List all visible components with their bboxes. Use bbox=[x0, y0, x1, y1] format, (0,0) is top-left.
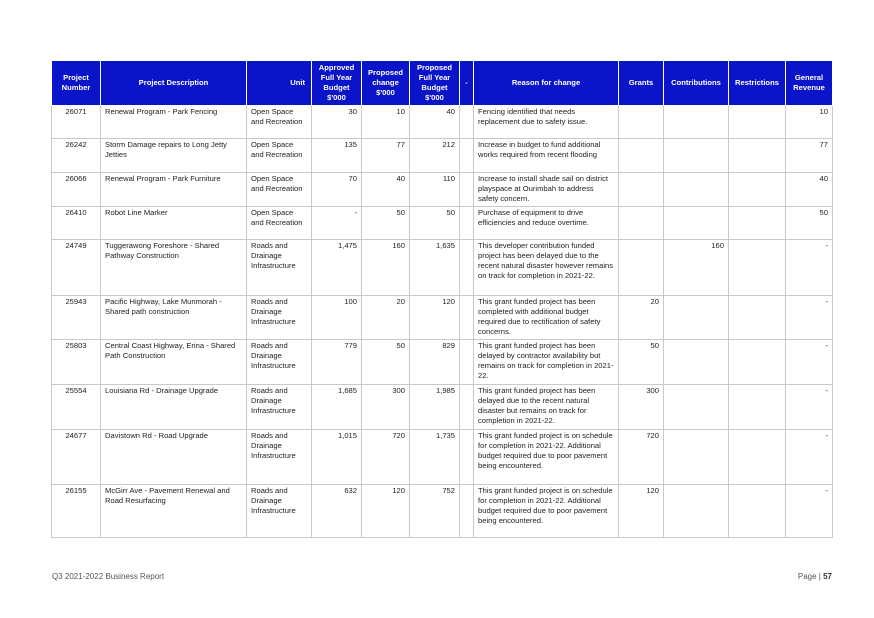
header-unit: Unit bbox=[247, 61, 312, 106]
cell-unit: Roads and Drainage Infrastructure bbox=[247, 385, 312, 430]
cell-general-revenue: 77 bbox=[786, 139, 833, 173]
cell-project-number: 26066 bbox=[52, 173, 101, 207]
cell-unit: Open Space and Recreation bbox=[247, 139, 312, 173]
cell-restrictions bbox=[729, 296, 786, 340]
cell-general-revenue: 40 bbox=[786, 173, 833, 207]
cell-spacer bbox=[460, 139, 474, 173]
cell-restrictions bbox=[729, 340, 786, 385]
cell-spacer bbox=[460, 173, 474, 207]
cell-reason: Increase in budget to fund additional works required from recent flooding bbox=[474, 139, 619, 173]
cell-contributions bbox=[664, 340, 729, 385]
cell-general-revenue: - bbox=[786, 340, 833, 385]
cell-project-number: 24749 bbox=[52, 240, 101, 296]
cell-reason: This grant funded project has been delayed by contractor availability but remains on track for completion in 2021-22. bbox=[474, 340, 619, 385]
cell-unit: Open Space and Recreation bbox=[247, 106, 312, 139]
cell-general-revenue: - bbox=[786, 430, 833, 485]
cell-approved-budget: - bbox=[312, 207, 362, 240]
cell-restrictions bbox=[729, 385, 786, 430]
header-proposed-change: Proposed change $'000 bbox=[362, 61, 410, 106]
cell-grants: 20 bbox=[619, 296, 664, 340]
cell-proposed-budget: 40 bbox=[410, 106, 460, 139]
header-project-number: Project Number bbox=[52, 61, 101, 106]
cell-proposed-budget: 50 bbox=[410, 207, 460, 240]
cell-project-description: Renewal Program - Park Furniture bbox=[101, 173, 247, 207]
cell-proposed-change: 10 bbox=[362, 106, 410, 139]
cell-general-revenue: - bbox=[786, 385, 833, 430]
cell-proposed-change: 50 bbox=[362, 340, 410, 385]
cell-project-description: Louisiana Rd - Drainage Upgrade bbox=[101, 385, 247, 430]
cell-project-number: 26155 bbox=[52, 485, 101, 538]
cell-proposed-change: 160 bbox=[362, 240, 410, 296]
table-row bbox=[52, 139, 833, 173]
cell-approved-budget: 135 bbox=[312, 139, 362, 173]
header-proposed-budget: Proposed Full Year Budget $'000 bbox=[410, 61, 460, 106]
table-row bbox=[52, 240, 833, 296]
table-row bbox=[52, 430, 833, 485]
cell-contributions bbox=[664, 207, 729, 240]
cell-project-number: 24677 bbox=[52, 430, 101, 485]
cell-reason: This grant funded project has been delayed due to the recent natural disaster but remains on track for completion in 2021-22. bbox=[474, 385, 619, 430]
cell-project-number: 26242 bbox=[52, 139, 101, 173]
table-row bbox=[52, 340, 833, 385]
header-general-revenue: General Revenue bbox=[786, 61, 833, 106]
cell-restrictions bbox=[729, 207, 786, 240]
cell-grants: 50 bbox=[619, 340, 664, 385]
cell-proposed-change: 77 bbox=[362, 139, 410, 173]
cell-contributions bbox=[664, 173, 729, 207]
footer-page-indicator bbox=[798, 572, 832, 581]
table-row bbox=[52, 106, 833, 139]
cell-general-revenue: - bbox=[786, 485, 833, 538]
cell-proposed-budget: 110 bbox=[410, 173, 460, 207]
cell-general-revenue: - bbox=[786, 296, 833, 340]
cell-unit: Roads and Drainage Infrastructure bbox=[247, 296, 312, 340]
cell-reason: This developer contribution funded project has been delayed due to the recent natural disaster however remains on track for completion in 2021-22. bbox=[474, 240, 619, 296]
cell-approved-budget: 70 bbox=[312, 173, 362, 207]
cell-project-number: 25943 bbox=[52, 296, 101, 340]
cell-general-revenue: 10 bbox=[786, 106, 833, 139]
cell-project-number: 26071 bbox=[52, 106, 101, 139]
cell-proposed-budget: 1,985 bbox=[410, 385, 460, 430]
cell-proposed-budget: 1,735 bbox=[410, 430, 460, 485]
cell-project-number: 26410 bbox=[52, 207, 101, 240]
cell-proposed-change: 40 bbox=[362, 173, 410, 207]
cell-unit: Roads and Drainage Infrastructure bbox=[247, 340, 312, 385]
header-grants: Grants bbox=[619, 61, 664, 106]
cell-restrictions bbox=[729, 106, 786, 139]
cell-spacer bbox=[460, 207, 474, 240]
cell-approved-budget: 100 bbox=[312, 296, 362, 340]
cell-grants bbox=[619, 139, 664, 173]
cell-restrictions bbox=[729, 430, 786, 485]
cell-proposed-budget: 120 bbox=[410, 296, 460, 340]
footer-report-title: Q3 2021-2022 Business Report bbox=[52, 572, 165, 581]
cell-grants bbox=[619, 106, 664, 139]
cell-contributions bbox=[664, 296, 729, 340]
cell-proposed-budget: 752 bbox=[410, 485, 460, 538]
cell-spacer bbox=[460, 240, 474, 296]
cell-contributions: 160 bbox=[664, 240, 729, 296]
cell-proposed-budget: 212 bbox=[410, 139, 460, 173]
cell-reason: This grant funded project has been completed with additional budget required due to rectification of safety concerns. bbox=[474, 296, 619, 340]
cell-project-description: Renewal Program - Park Fencing bbox=[101, 106, 247, 139]
cell-grants: 120 bbox=[619, 485, 664, 538]
cell-project-number: 25554 bbox=[52, 385, 101, 430]
header-contributions: Contributions bbox=[664, 61, 729, 106]
table-row bbox=[52, 385, 833, 430]
cell-spacer bbox=[460, 340, 474, 385]
cell-reason: This grant funded project is on schedule for completion in 2021-22. Additional budget required due to poor pavement being encountered. bbox=[474, 430, 619, 485]
cell-project-number: 25803 bbox=[52, 340, 101, 385]
cell-contributions bbox=[664, 485, 729, 538]
cell-grants: 720 bbox=[619, 430, 664, 485]
cell-proposed-budget: 1,635 bbox=[410, 240, 460, 296]
cell-approved-budget: 779 bbox=[312, 340, 362, 385]
table-row bbox=[52, 207, 833, 240]
cell-approved-budget: 1,685 bbox=[312, 385, 362, 430]
cell-proposed-change: 20 bbox=[362, 296, 410, 340]
budget-changes-table bbox=[51, 60, 833, 538]
cell-proposed-budget: 829 bbox=[410, 340, 460, 385]
page-label: Page | bbox=[797, 572, 821, 581]
page-number: 57 bbox=[823, 572, 832, 581]
cell-project-description: McGirr Ave - Pavement Renewal and Road Resurfacing bbox=[101, 485, 247, 538]
cell-approved-budget: 632 bbox=[312, 485, 362, 538]
cell-project-description: Storm Damage repairs to Long Jetty Jetties bbox=[101, 139, 247, 173]
cell-restrictions bbox=[729, 240, 786, 296]
cell-reason: Increase to install shade sail on district playspace at Ourimbah to address safety concern. bbox=[474, 173, 619, 207]
cell-spacer bbox=[460, 430, 474, 485]
cell-spacer bbox=[460, 485, 474, 538]
cell-approved-budget: 1,475 bbox=[312, 240, 362, 296]
cell-project-description: Davistown Rd - Road Upgrade bbox=[101, 430, 247, 485]
cell-reason: Fencing identified that needs replacement due to safety issue. bbox=[474, 106, 619, 139]
header-dash: - bbox=[460, 61, 474, 106]
cell-project-description: Robot Line Marker bbox=[101, 207, 247, 240]
cell-general-revenue: - bbox=[786, 240, 833, 296]
cell-contributions bbox=[664, 385, 729, 430]
cell-unit: Roads and Drainage Infrastructure bbox=[247, 485, 312, 538]
cell-unit: Roads and Drainage Infrastructure bbox=[247, 430, 312, 485]
header-restrictions: Restrictions bbox=[729, 61, 786, 106]
cell-proposed-change: 50 bbox=[362, 207, 410, 240]
cell-proposed-change: 300 bbox=[362, 385, 410, 430]
header-approved-budget: Approved Full Year Budget $'000 bbox=[312, 61, 362, 106]
cell-proposed-change: 120 bbox=[362, 485, 410, 538]
cell-unit: Open Space and Recreation bbox=[247, 173, 312, 207]
cell-reason: Purchase of equipment to drive efficiencies and reduce overtime. bbox=[474, 207, 619, 240]
cell-spacer bbox=[460, 385, 474, 430]
cell-project-description: Central Coast Highway, Erina - Shared Path Construction bbox=[101, 340, 247, 385]
cell-grants bbox=[619, 173, 664, 207]
cell-restrictions bbox=[729, 173, 786, 207]
cell-spacer bbox=[460, 106, 474, 139]
table-row bbox=[52, 485, 833, 538]
cell-grants bbox=[619, 207, 664, 240]
table-row bbox=[52, 173, 833, 207]
cell-restrictions bbox=[729, 485, 786, 538]
cell-approved-budget: 1,015 bbox=[312, 430, 362, 485]
header-project-description: Project Description bbox=[101, 61, 247, 106]
cell-general-revenue: 50 bbox=[786, 207, 833, 240]
table-header-row bbox=[52, 61, 833, 106]
cell-spacer bbox=[460, 296, 474, 340]
cell-proposed-change: 720 bbox=[362, 430, 410, 485]
header-reason: Reason for change bbox=[474, 61, 619, 106]
cell-reason: This grant funded project is on schedule for completion in 2021-22. Additional budget required due to poor pavement being encountered. bbox=[474, 485, 619, 538]
cell-contributions bbox=[664, 430, 729, 485]
cell-project-description: Pacific Highway, Lake Munmorah - Shared path construction bbox=[101, 296, 247, 340]
cell-restrictions bbox=[729, 139, 786, 173]
cell-project-description: Tuggerawong Foreshore - Shared Pathway Construction bbox=[101, 240, 247, 296]
table-row bbox=[52, 296, 833, 340]
cell-approved-budget: 30 bbox=[312, 106, 362, 139]
cell-contributions bbox=[664, 139, 729, 173]
cell-grants bbox=[619, 240, 664, 296]
cell-unit: Roads and Drainage Infrastructure bbox=[247, 240, 312, 296]
cell-unit: Open Space and Recreation bbox=[247, 207, 312, 240]
cell-contributions bbox=[664, 106, 729, 139]
cell-grants: 300 bbox=[619, 385, 664, 430]
